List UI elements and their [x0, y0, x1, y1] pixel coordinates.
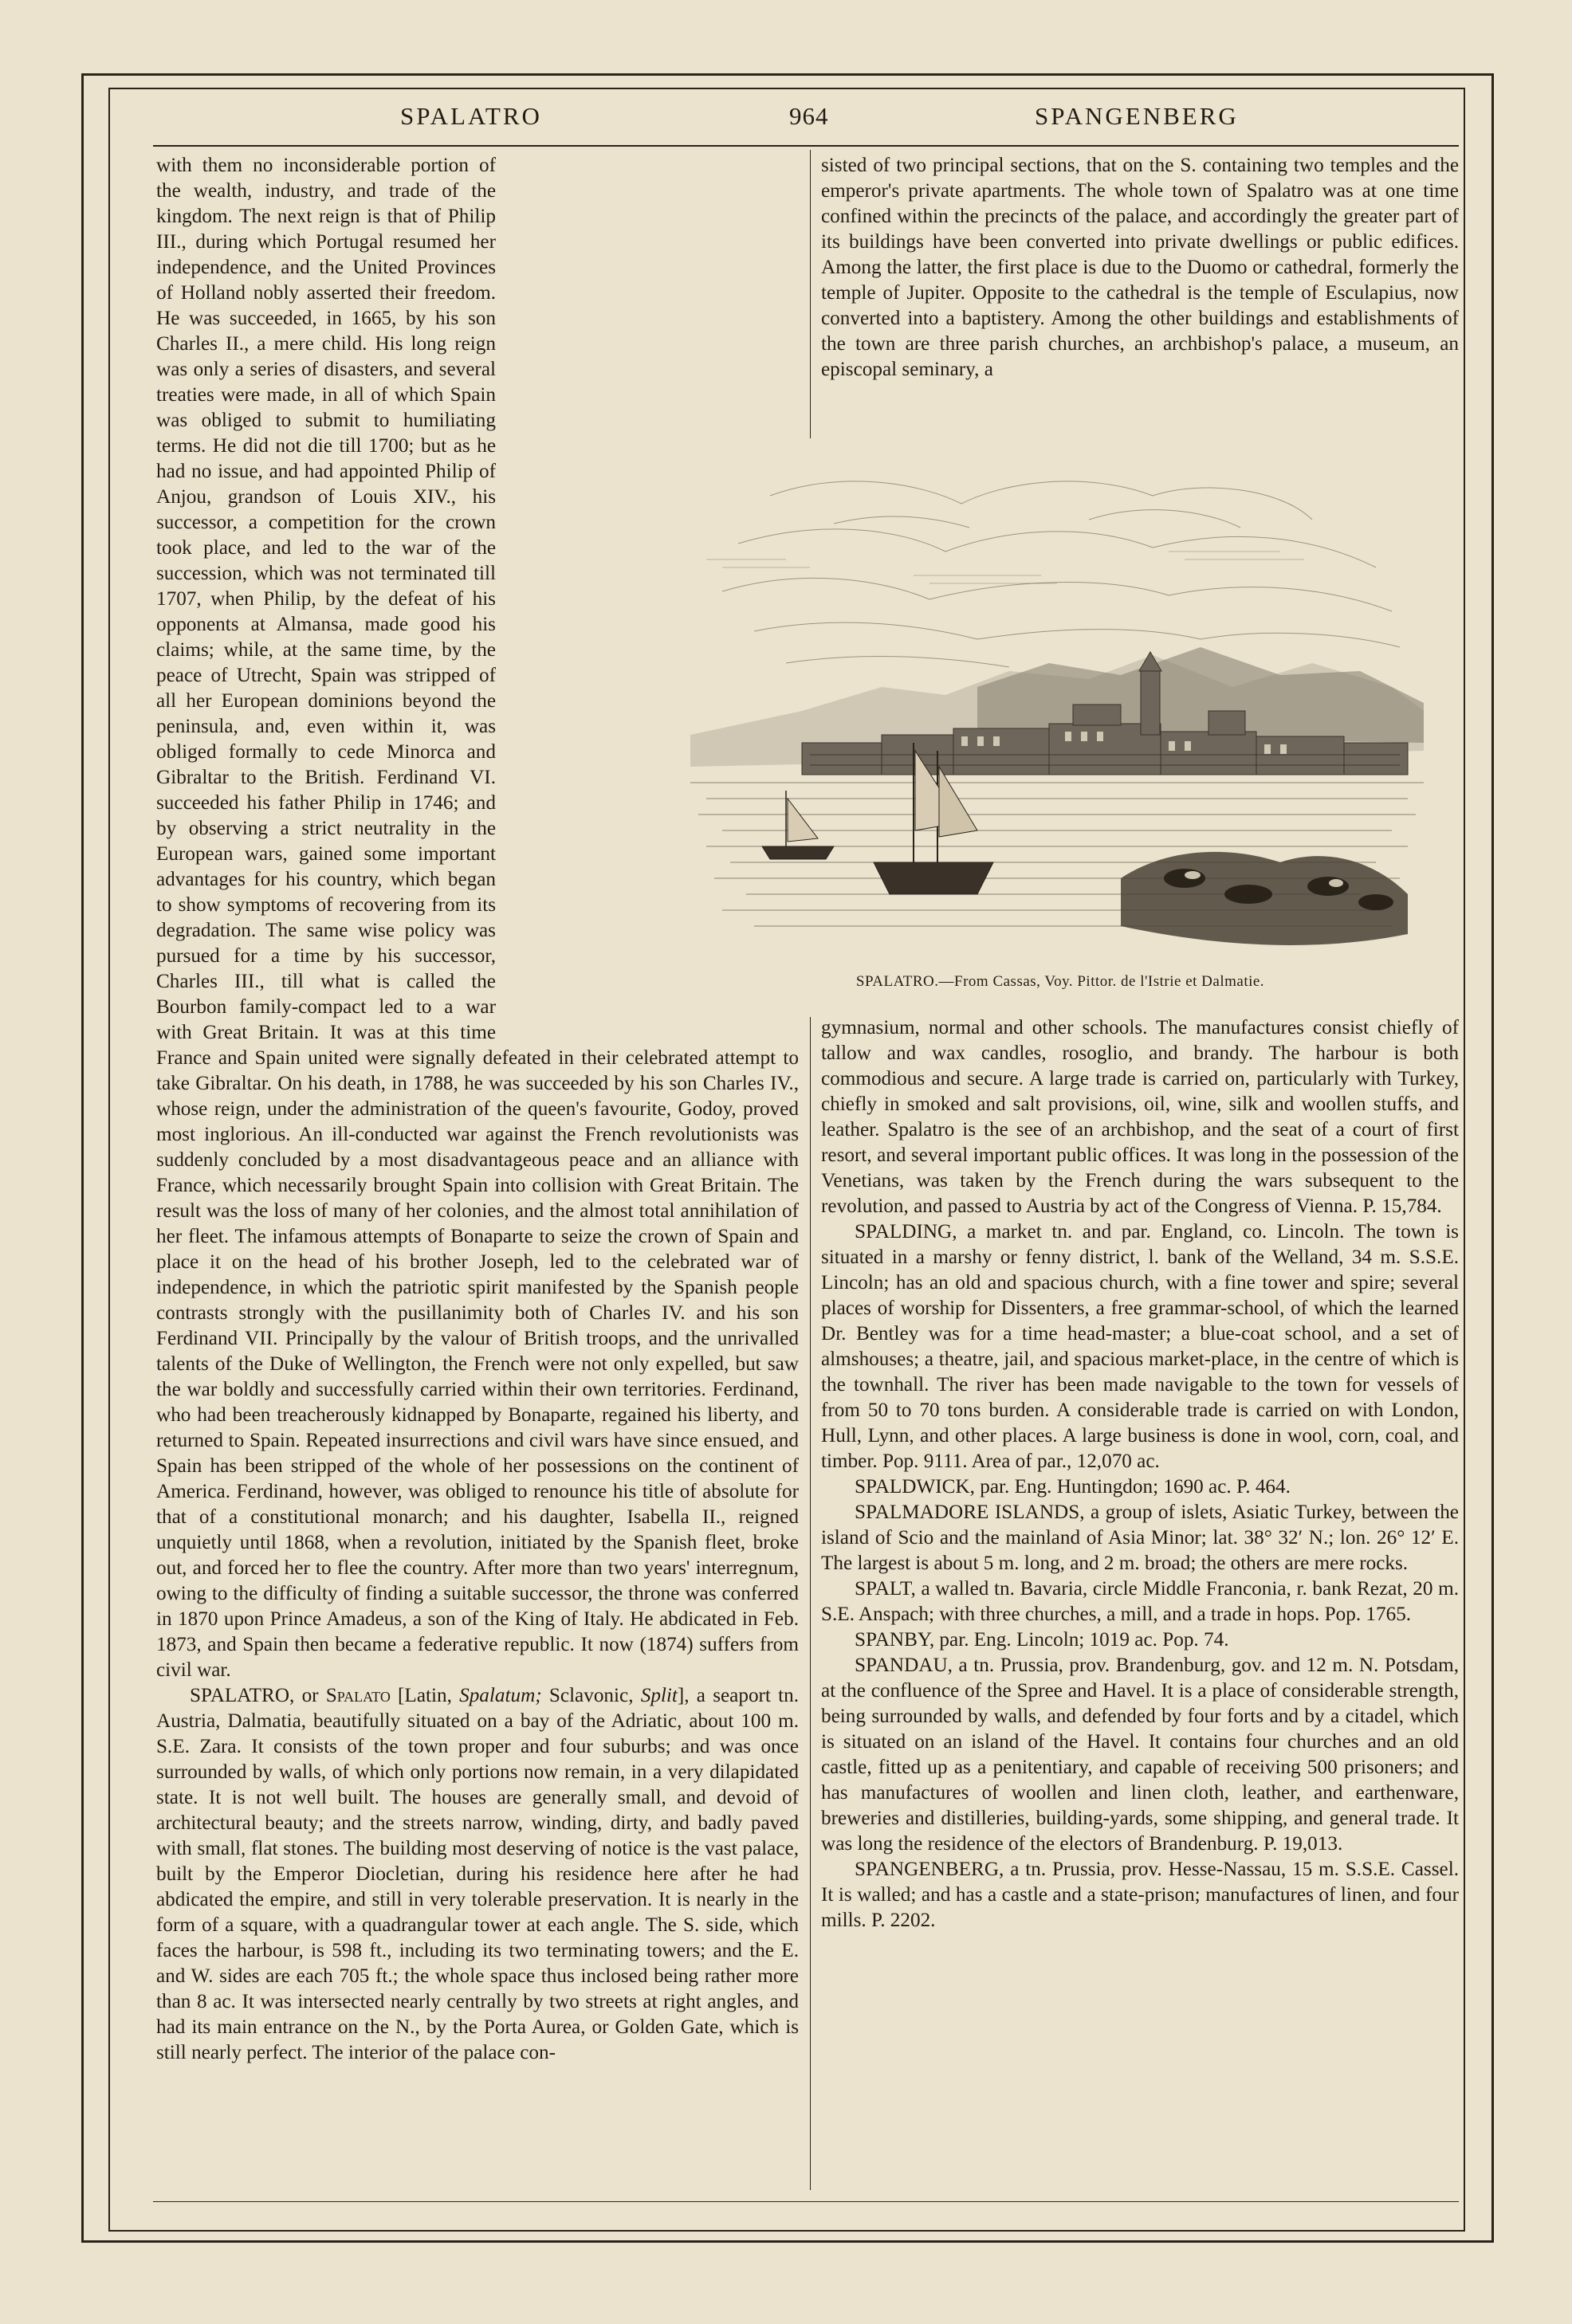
entry-spalatro: SPALATRO, or Spalato [Latin, Spalatum; Sclavonic, Split], a seaport tn. Austria, Dalmatia, beautifully situated on a bay of the Adriatic, about 100 m. S.E. Zara. It consists of the town proper and four suburbs; and was once surrounded by walls, of which only portions now remain, in a very dilapidated state. It is not well built. The houses are generally small, and devoid of architectural beauty; and the streets narrow, winding, dirty, and badly paved with small, flat stones. The building most deserving of notice is the vast palace, built by the Emperor Diocletian, during his residence here after he had abdicated the empire, and still in very tolerable preservation. It is nearly in the form of a square, with a quadrangular tower at each angle. The S. side, which faces the harbour, is 598 ft., including its two terminating towers; and the E. and W. sides are each 705 ft.; the whole space thus inclosed being rather more than 8 ac. It was intersected nearly centrally by two streets at right angles, and had its main entrance on the N., by the Porta Aurea, or Golden Gate, which is still nearly perfect. The interior of the palace con- — [156, 1685, 800, 2063]
entry-head: SPALDING, — [855, 1221, 957, 1242]
entry-spandau: SPANDAU, a tn. Prussia, prov. Brandenburg, gov. and 12 m. N. Potsdam, at the confluence of the Spree and Havel. It is a place of considerable strength, being surrounded by walls, and defended by four forts and by a citadel, which is situated on an island of the Havel. It contains four churches and an old castle, fitted up as a penitentiary, and capable of receiving 500 prisoners; and has manufactures of woollen and linen cloth, leather, and earthenware, breweries and distilleries, building-yards, some shipping, and general trade. It was long the residence of the electors of Brandenburg. P. 19,013. — [821, 1655, 1459, 1855]
entry-spangenberg: SPANGENBERG, a tn. Prussia, prov. Hesse-Nassau, 15 m. S.S.E. Cassel. It is walled; and has a castle and a state-prison; manufactures of linen, and four mills. P. 2202. — [821, 1859, 1459, 1931]
entry-spalding: SPALDING, a market tn. and par. England, co. Lincoln. The town is situated in a marshy or fenny district, l. bank of the Welland, 34 m. S.S.E. Lincoln; has an old and spacious church, with a fine tower and spire; several places of worship for Dissenters, a free grammar-school, of which the learned Dr. Bentley was for a time head-master; a blue-coat school, and a set of almshouses; a theatre, jail, and spacious market-place, in the centre of which is the townhall. The river has been made navigable to the town for vessels of from 50 to 70 tons burden. A considerable trade is carried on with London, Hull, Lynn, and other places. A large business is done in wool, corn, coal, and timber. Pop. 9111. Area of par., 12,070 ac. — [821, 1221, 1459, 1472]
entry-head: SPALDWICK, — [855, 1476, 975, 1498]
page-number: 964 — [789, 102, 829, 130]
running-header — [151, 102, 1427, 140]
left-column — [156, 153, 799, 2066]
entry-head: SPANBY, — [855, 1629, 935, 1651]
entry-spanby: SPANBY, par. Eng. Lincoln; 1019 ac. Pop. 74. — [855, 1629, 1229, 1651]
spalatro-continued-bottom: gymnasium, normal and other schools. The manufactures consist chiefly of tallow and wax candles, rosoglio, and brandy. The harbour is both commodious and secure. A large trade is carried on, particularly with Turkey, chiefly in smoked and salt provisions, oil, wine, silk and woollen stuffs, and leather. Spalatro is the see of an archbishop, and the seat of a court of first resort, and several important public offices. It was long in the possession of the Venetians, was taken by the French during the wars subsequent to the revolution, and passed to Austria by act of the Congress of Vienna. P. 15,784. — [821, 1017, 1459, 1217]
spain-history-paragraph: with them no inconsiderable portion of the wealth, industry, and trade of the kingdom. The next reign is that of Philip III., during which Portugal resumed her independence, and the United Provinces of Holland nobly asserted their freedom. He was succeeded, in 1665, by his son Charles II., a mere child. His long reign was only a series of disasters, and several treaties were made, in all of which Spain was obliged to submit to humiliating terms. He did not die till 1700; but as he had no issue, and had appointed Philip of Anjou, grandson of Louis XIV., his successor, a competition for the crown took place, and led to the war of the succession, which was not terminated till 1707, when Philip, by the defeat of his opponents at Almansa, made good his claims; while, at the same time, by the peace of Utrecht, Spain was stripped of all her European dominions beyond the peninsula, and, even within it, was obliged formally to cede Minorca and Gibraltar to the British. Ferdinand VI. succeeded his father Philip in 1746; and by observing a strict neutrality in the European wars, gained some important advantages for his country, which began to show symptoms of recovering from its degradation. The same wise policy was pursued for a time by his successor, Charles III., till what is called the Bourbon family-compact led to a war with Great Britain. It was at this time France and Spain united were signally defeated in their celebrated attempt to take Gibraltar. On his death, in 1788, he was succeeded by his son Charles IV., whose reign, under the administration of the queen's favourite, Godoy, proved most inglorious. An ill-conducted war against the French revolutionists was suddenly concluded by a most disadvantageous peace and an alliance with France, which necessarily brought Spain into collision with Great Britain. The result was the loss of many of her colonies, and the almost total annihilation of her fleet. The infamous attempts of Bonaparte to seize the crown of Spain and place it on the head of his brother Joseph, led to the celebrated war of independence, in which the patriotic spirit manifested by the Spanish people contrasts strongly with the pusillanimity both of Charles IV. and his son Ferdinand VII. Principally by the valour of British troops, and the unrivalled talents of the Duke of Wellington, the French were not only expelled, but saw the war boldly and successfully carried within their own territories. Ferdinand, who had been treacherously kidnapped by Bonaparte, regained his liberty, and returned to Spain. Repeated insurrections and civil wars have since ensued, and Spain has been stripped of the whole of her possessions on the continent of America. Ferdinand, however, was obliged to renounce his title of absolute for that of a constitutional monarch; and his daughter, Isabella II., reigned unquietly until 1868, when a revolution, initiated by the Spanish fleet, broke out, and forced her to flee the country. After more than two years' interregnum, owing to the difficulty of finding a suitable successor, the throne was conferred in 1870 upon Prince Amadeus, a son of the King of Italy. He abdicated in Feb. 1873, and Spain then became a federative republic. It now (1874) suffers from civil war. — [156, 155, 799, 1681]
spalatro-continued-text: sisted of two principal sections, that on the S. containing two temples and the emperor's private apartments. The whole town of Spalatro was at one time confined within the precincts of the palace, and accordingly the greater part of its buildings have been converted into private dwellings or public edifices. Among the latter, the first place is due to the Duomo or cathedral, formerly the temple of Jupiter. Opposite to the cathedral is the temple of Esculapius, now converted into a baptistery. Among the other buildings and establishments of the town are three parish churches, an archbishop's palace, a museum, an episcopal seminary, a — [821, 155, 1459, 380]
header-rule — [153, 145, 1459, 147]
entry-head: SPANDAU, — [855, 1655, 953, 1676]
entry-spalt: SPALT, a walled tn. Bavaria, circle Middle Franconia, r. bank Rezat, 20 m. S.E. Anspach; with three churches, a mill, and a trade in hops. Pop. 1765. — [821, 1578, 1460, 1625]
right-column-bottom — [821, 1015, 1459, 1933]
caption-source: —From Cassas, Voy. Pittor. de l'Istrie et Dalmatie. — [938, 973, 1265, 990]
entry-spaldwick: SPALDWICK, par. Eng. Huntingdon; 1690 ac. P. 464. — [855, 1476, 1291, 1498]
entry-head: SPALT, — [855, 1578, 916, 1600]
entry-head-spalatro: SPALATRO, — [190, 1685, 295, 1706]
figure-caption — [749, 973, 1371, 991]
bottom-rule — [153, 2201, 1459, 2202]
right-column-top — [821, 153, 1459, 383]
column-divider-top — [810, 150, 811, 438]
column-divider-bottom — [810, 1017, 811, 2190]
entry-spalmadore-islands: SPALMADORE ISLANDS, a group of islets, Asiatic Turkey, between the island of Scio and the mainland of Asia Minor; lat. 38° 32′ N.; lon. 26° 12′ E. The largest is about 5 m. long, and 2 m. broad; the others are mere rocks. — [821, 1502, 1459, 1574]
caption-title: SPALATRO. — [855, 973, 939, 990]
header-right-word: SPANGENBERG — [1035, 102, 1239, 130]
spalatro-harbour-engraving — [674, 448, 1440, 990]
header-left-word: SPALATRO — [400, 102, 542, 130]
entry-head: SPALMADORE ISLANDS, — [855, 1502, 1085, 1523]
entry-head: SPANGENBERG, — [855, 1859, 1004, 1880]
